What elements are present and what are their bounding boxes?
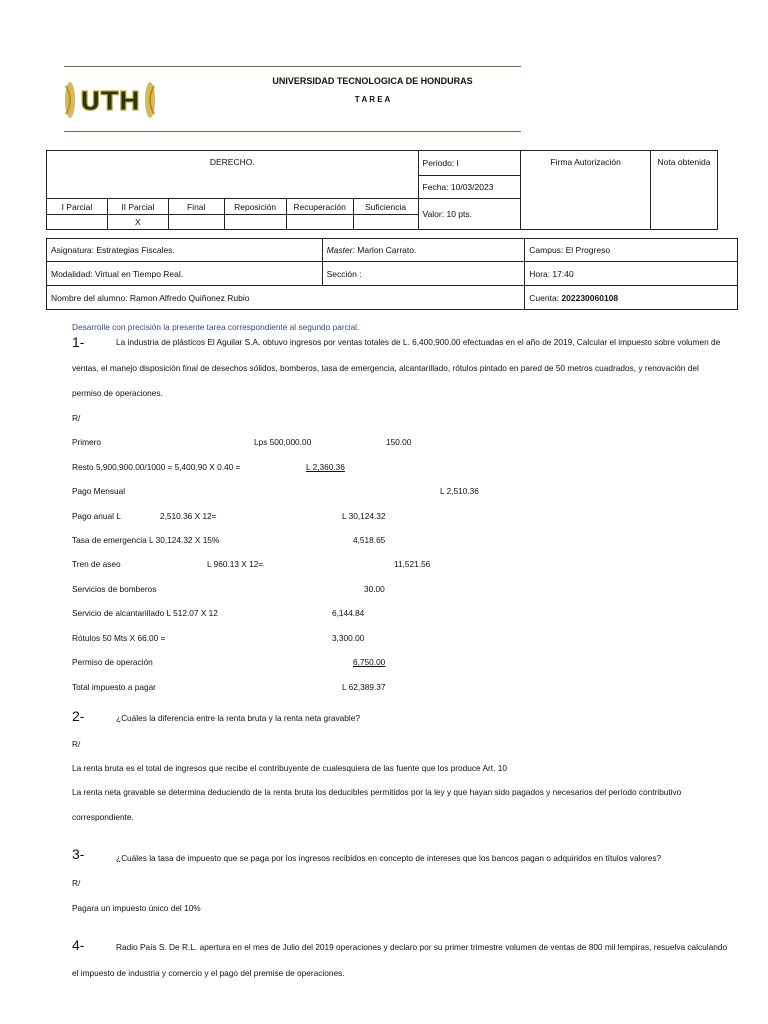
q1-row-aseo-value: 11,521.56 [394, 559, 431, 569]
q1-row-primero-value: 150.00 [386, 437, 412, 447]
q1-row-rotulos-value: 3,300.00 [332, 633, 365, 643]
q1-row-primero-amount: Lps 500,000.00 [254, 437, 312, 447]
col-suficiencia: Suficiencia [353, 199, 418, 215]
uth-logo [62, 78, 158, 122]
cell-final [168, 215, 224, 230]
q3-number: 3- [72, 846, 85, 862]
valor: Valor: 10 pts. [418, 199, 521, 230]
nombre-alumno: Nombre del alumno: Ramon Alfredo Quiñonez Rubio [47, 286, 525, 310]
q1-row-total-label: Total impuesto a pagar [72, 682, 156, 692]
cell-suficiencia [353, 215, 418, 230]
q1-row-permiso-label: Permiso de operación [72, 657, 153, 667]
q1-row-mensual-value: L 2,510.36 [440, 486, 479, 496]
q1-row-alcantarillado-label: Servicio de alcantarillado L 512.07 X 12 [72, 608, 218, 618]
university-name: UNIVERSIDAD TECNOLOGICA DE HONDURAS [272, 76, 473, 86]
master-label: Master: [326, 245, 355, 255]
q1-row-emergencia-label: Tasa de emergencia L 30,124.32 X 15% [72, 535, 220, 545]
hora: Hora: 17:40 [525, 262, 738, 286]
cell-recuperacion [286, 215, 353, 230]
col-recuperacion: Recuperación [286, 199, 353, 215]
cell-reposicion [224, 215, 286, 230]
firma-autorizacion: Firma Autorización [521, 151, 651, 230]
q1-row-bomberos-value: 30.00 [364, 584, 385, 594]
cuenta-label: Cuenta: [529, 292, 562, 303]
q2-answer2: La renta neta gravable se determina deduciendo de la renta bruta los deducibles permitidos por la ley y que hayan sido pagados y necesarios del período contributivo [72, 787, 682, 797]
q2-answer1: La renta bruta es el total de ingresos que recibe el contribuyente de cualesquiera de las fuente que los produce Art. 10 [72, 763, 507, 773]
asignatura: Asignatura: Estrategias Fiscales. [47, 239, 323, 262]
fecha: Fecha: 10/03/2023 [418, 176, 521, 199]
cuenta-value: 202230060108 [561, 292, 619, 303]
q4-line2: el impuesto de industria y comercio y el pago del premise de operaciones. [72, 968, 345, 978]
q1-row-total-value: L 62,389.37 [342, 682, 386, 692]
q2-answer3: correspondiente. [72, 812, 134, 822]
q1-row-primero-label: Primero [72, 437, 102, 447]
cell-i-parcial [47, 215, 108, 230]
svg-text:UTH: UTH [79, 87, 141, 117]
q1-row-resto-label: Resto 5,900,900.00/1000 = 5,400.90 X 0.40 = [72, 462, 241, 472]
q1-line1: La industria de plásticos El Aguilar S.A. obtuvo ingresos por ventas totales de L. 6,400,900.00 efectuadas en el año de 2019, Calcular el impuesto sobre volumen de [116, 337, 721, 347]
periodo: Periodo: I [418, 151, 521, 176]
header-top-rule [64, 66, 521, 67]
seccion: Sección : [322, 262, 525, 286]
cell-ii-parcial-mark: X [107, 215, 168, 230]
intro-text: Desarrolle con precisión la presente tarea correspondiente al segundo parcial. [72, 322, 360, 332]
q1-row-mensual-label: Pago Mensual [72, 486, 126, 496]
course-name: DERECHO. [47, 151, 419, 199]
master-cell [322, 239, 525, 262]
q1-r: R/ [72, 413, 81, 423]
nota-obtenida: Nota obtenida [651, 151, 718, 230]
q1-row-permiso-value: 6,750.00 [353, 657, 386, 667]
q1-row-resto-value: L 2,360.36 [306, 462, 345, 472]
q3-r: R/ [72, 878, 81, 888]
col-ii-parcial: II Parcial [107, 199, 168, 215]
q2-question: ¿Cuáles la diferencia entre la renta bruta y la renta neta gravable? [116, 713, 360, 723]
q1-row-anual-value: L 30,124.32 [342, 511, 386, 521]
q1-row-alcantarillado-value: 6,144.84 [332, 608, 365, 618]
grade-table [46, 150, 718, 230]
q4-line1: Radio País S. De R.L. apertura en el mes de Julio del 2019 operaciones y declaro por su primer trimestre volumen de ventas de 800 mil lempiras, resuelva calculando [116, 942, 728, 952]
col-reposicion: Reposición [224, 199, 286, 215]
col-i-parcial: I Parcial [47, 199, 108, 215]
document-type: T A R E A [354, 95, 391, 104]
q1-line2: ventas, el manejo disposición final de desechos sólidos, bomberos, tasa de emergencia, alcantarillado, rótulos pintado en pared de 50 metros cuadrados, y renovación del [72, 363, 699, 373]
q1-line3: permiso de operaciones. [72, 388, 163, 398]
q1-row-anual-calc: 2,510.36 X 12= [160, 511, 217, 521]
q1-row-aseo-calc: L 960.13 X 12= [207, 559, 264, 569]
col-final: Final [168, 199, 224, 215]
header-bottom-rule [64, 131, 521, 132]
q1-row-emergencia-value: 4,518.65 [353, 535, 386, 545]
q1-row-aseo-label: Tren de aseo [72, 559, 121, 569]
info-table [46, 238, 738, 310]
q3-answer1: Pagara un impuesto único del 10% [72, 903, 201, 913]
q3-question: ¿Cuáles la tasa de impuesto que se paga por los ingresos recibidos en concepto de intereses que los bancos pagan o adquiridos en títulos valores? [116, 853, 662, 863]
q4-number: 4- [72, 937, 85, 953]
q1-number: 1- [72, 334, 85, 350]
q2-r: R/ [72, 739, 81, 749]
q1-row-bomberos-label: Servicios de bomberos [72, 584, 157, 594]
q1-row-anual-label: Pago anual L [72, 511, 121, 521]
modalidad: Modalidad: Virtual en Tiempo Real. [47, 262, 323, 286]
master-name: Marlon Carrato. [357, 245, 417, 255]
q2-number: 2- [72, 708, 85, 724]
q1-row-rotulos-label: Rótulos 50 Mts X 66.00 = [72, 633, 166, 643]
campus: Campus: El Progreso [525, 239, 738, 262]
cuenta-cell [525, 286, 738, 310]
